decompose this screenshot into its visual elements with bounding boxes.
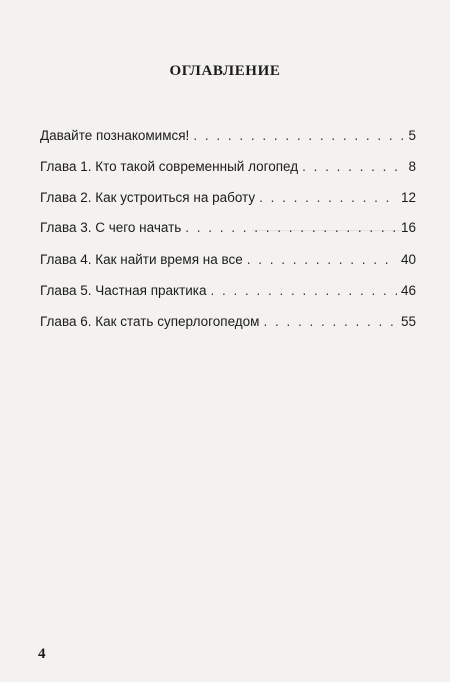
toc-entry-chapter-2[interactable] xyxy=(40,190,416,205)
dot-leader xyxy=(247,252,397,267)
page-number: 4 xyxy=(38,646,46,662)
toc-entry-label: Глава 5. Частная практика xyxy=(40,283,207,298)
toc-entry-label: Глава 3. С чего начать xyxy=(40,220,182,235)
dot-leader xyxy=(193,128,404,143)
toc-entry-page: 40 xyxy=(400,252,416,267)
dot-leader xyxy=(263,314,397,329)
toc-entry-page: 5 xyxy=(408,128,416,143)
dot-leader xyxy=(259,190,397,205)
dot-leader xyxy=(185,220,397,235)
toc-entry-label: Давайте познакомимся! xyxy=(40,128,190,143)
toc-entry-chapter-3[interactable] xyxy=(40,220,416,235)
toc-entry-label: Глава 2. Как устроиться на работу xyxy=(40,190,256,205)
toc-entry-page: 16 xyxy=(400,220,416,235)
dot-leader xyxy=(211,283,397,298)
toc-entry-chapter-1[interactable] xyxy=(40,159,416,174)
dot-leader xyxy=(302,159,404,174)
toc-entry-intro[interactable] xyxy=(40,128,416,143)
toc-entry-chapter-5[interactable] xyxy=(40,283,416,298)
toc-entry-page: 46 xyxy=(400,283,416,298)
toc-entry-label: Глава 1. Кто такой современный логопед xyxy=(40,159,299,174)
toc-entry-page: 12 xyxy=(400,190,416,205)
toc-entry-page: 55 xyxy=(400,314,416,329)
toc-entry-chapter-6[interactable] xyxy=(40,314,416,329)
toc-entry-label: Глава 4. Как найти время на все xyxy=(40,252,243,267)
toc-entry-chapter-4[interactable] xyxy=(40,252,416,267)
toc-entry-page: 8 xyxy=(408,159,416,174)
page-title: ОГЛАВЛЕНИЕ xyxy=(169,63,281,79)
toc-entry-label: Глава 6. Как стать суперлогопедом xyxy=(40,314,260,329)
